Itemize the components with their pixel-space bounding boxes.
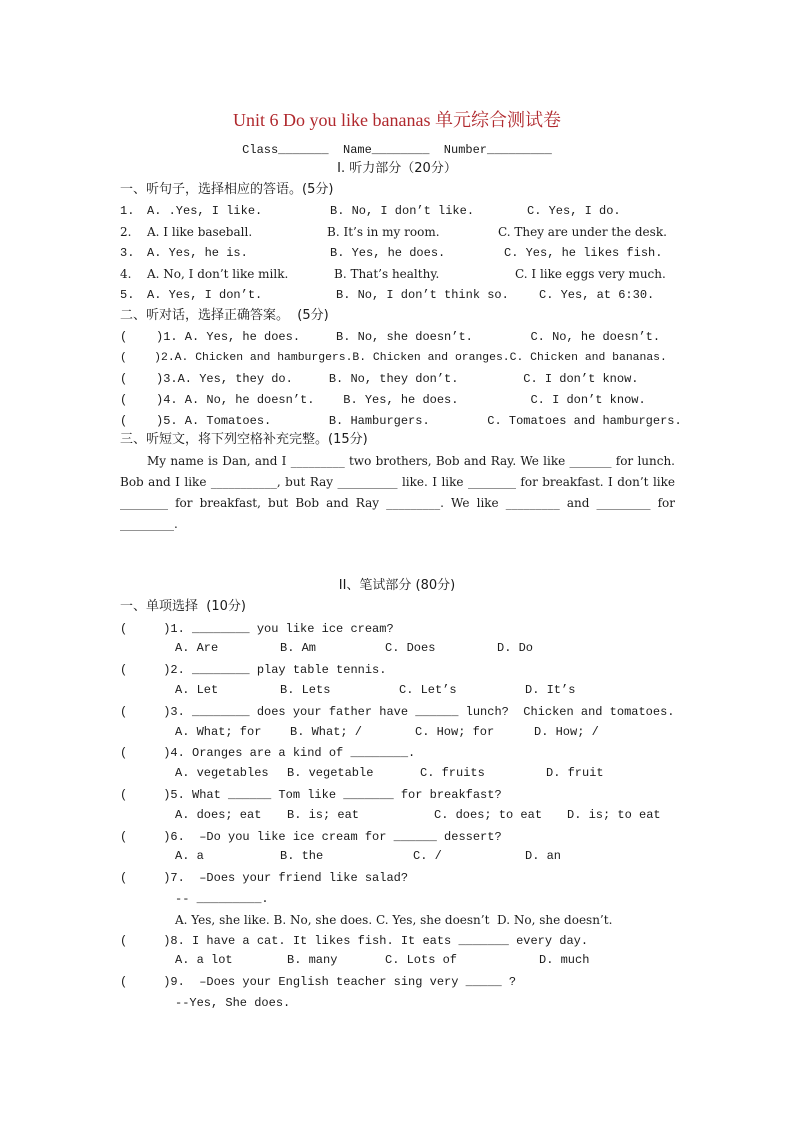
list-item: 1. A. .Yes, I like. B. No, I don’t like. C. Yes, I do. xyxy=(120,204,621,218)
question-1-options: A. Are B. Am C. Does D. Do xyxy=(175,641,534,655)
question-7: ( )7. –Does your friend like salad? xyxy=(120,871,409,885)
listening-heading: I. 听力部分（20分） xyxy=(337,161,457,176)
question-6: ( )6. –Do you like ice cream for ______ dessert? xyxy=(120,830,502,844)
page-title: Unit 6 Do you like bananas 单元综合测试卷 xyxy=(233,110,561,130)
list-item: ( )1. A. Yes, he does. B. No, she doesn’t. C. No, he doesn’t. xyxy=(120,330,661,344)
question-8-options: A. a lot B. many C. Lots of D. much xyxy=(175,953,590,967)
question-9: ( )9. –Does your English teacher sing very _____ ? xyxy=(120,975,517,989)
listening-part1-heading: 一、听句子，选择相应的答语。(5分) xyxy=(120,182,334,197)
written-part1-heading: 一、单项选择 (10分) xyxy=(120,599,246,614)
list-item: 3. A. Yes, he is. B. Yes, he does. C. Yes, he likes fish. xyxy=(120,246,663,260)
listening-part2-heading: 二、听对话，选择正确答案。 (5分) xyxy=(120,308,329,323)
question-2-options: A. Let B. Lets C. Let’s D. It’s xyxy=(175,683,576,697)
question-4: ( )4. Oranges are a kind of ________. xyxy=(120,746,416,760)
list-item: ( )3.A. Yes, they do. B. No, they don’t. C. I don’t know. xyxy=(120,372,639,386)
question-2: ( )2. ________ play table tennis. xyxy=(120,663,387,677)
question-5-options: A. does; eat B. is; eat C. does; to eat D. is; to eat xyxy=(175,808,661,822)
list-item: 2. A. I like baseball. B. It’s in my room. C. They are under the desk. xyxy=(120,225,667,239)
list-item: ( )2.A. Chicken and hamburgers.B. Chicken and oranges.C. Chicken and bananas. xyxy=(120,352,667,364)
question-3-options: A. What; for B. What; / C. How; for D. How; / xyxy=(175,725,599,739)
question-5: ( )5. What ______ Tom like _______ for breakfast? xyxy=(120,788,502,802)
question-6-options: A. a B. the C. / D. an xyxy=(175,849,562,863)
list-item: 4. A. No, I don’t like milk. B. That’s healthy. C. I like eggs very much. xyxy=(120,267,666,281)
list-item: ( )5. A. Tomatoes. B. Hamburgers. C. Tomatoes and hamburgers. xyxy=(120,414,682,428)
question-3: ( )3. ________ does your father have ______ lunch? Chicken and tomatoes. xyxy=(120,705,675,719)
question-8: ( )8. I have a cat. It likes fish. It eats _______ every day. xyxy=(120,934,589,948)
passage: My name is Dan, and I _________ two brothers, Bob and Ray. We like _______ for lunch. Bob and I like ___________, but Ray __________ like. I like ________ for breakfast. I don’t like ________ for breakfast, but Bob and Ray _________. We like _________ and _________ for _________. xyxy=(120,454,675,531)
list-item: ( )4. A. No, he doesn’t. B. Yes, he does. C. I don’t know. xyxy=(120,393,646,407)
question-7-answer-blank: -- _________. xyxy=(175,892,269,906)
student-info-line: Class_______ Name________ Number_________ xyxy=(242,143,552,157)
list-item: 5. A. Yes, I don’t. B. No, I don’t think so. C. Yes, at 6:30. xyxy=(120,288,655,302)
listening-part3-heading: 三、听短文，将下列空格补充完整。(15分) xyxy=(120,432,368,447)
question-7-options: A. Yes, she like. B. No, she does. C. Yes, she doesn’t D. No, she doesn’t. xyxy=(175,913,613,927)
written-heading: II、笔试部分 (80分) xyxy=(338,578,456,593)
question-1: ( )1. ________ you like ice cream? xyxy=(120,622,394,636)
question-9-answer: --Yes, She does. xyxy=(175,996,291,1010)
question-4-options: A. vegetables B. vegetable C. fruits D. fruit xyxy=(175,766,604,780)
